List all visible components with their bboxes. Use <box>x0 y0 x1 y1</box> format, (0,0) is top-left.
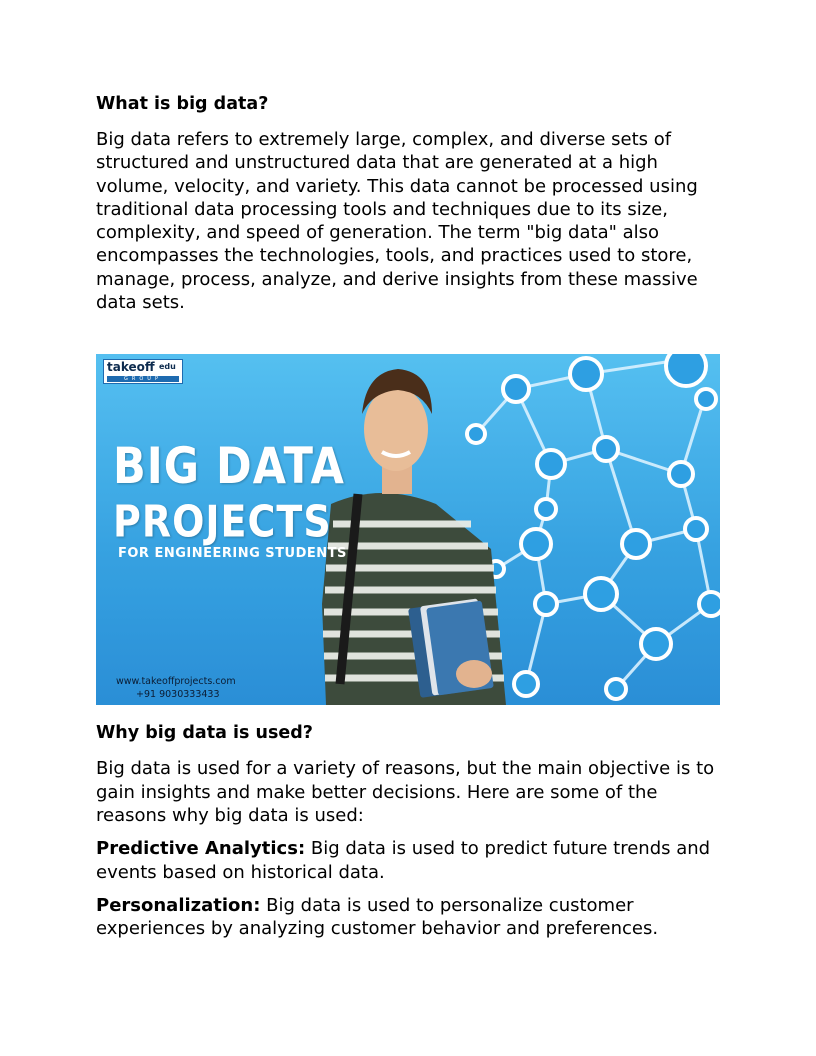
heading-why-big-data-is-used: Why big data is used? <box>96 723 313 744</box>
banner-phone: +91 9030333433 <box>136 689 220 701</box>
takeoff-edu-group-logo: takeoff edu GROUP <box>103 359 183 384</box>
term-personalization: Personalization: <box>96 894 261 916</box>
list-item-personalization <box>96 894 720 941</box>
term-predictive-analytics: Predictive Analytics: <box>96 838 306 860</box>
desc-predictive-analytics: Big data is used to predict future trends and events based on historical data. <box>96 838 711 883</box>
banner-website: www.takeoffprojects.com <box>116 676 236 688</box>
document-body <box>96 92 720 950</box>
paragraph-why-intro: Big data is used for a variety of reasons, but the main objective is to gain insights and make better decisions. Here are some of the reasons why big data is used: <box>96 758 715 826</box>
banner-title-line2: PROJECTS <box>113 496 332 547</box>
list-item-predictive-analytics <box>96 837 720 884</box>
heading-what-is-big-data: What is big data? <box>96 94 269 114</box>
paragraph-big-data-definition: Big data refers to extremely large, complex, and diverse sets of structured and unstructured data that are generated at a high volume, velocity, and variety. This data cannot be processed using traditional data processing tools and techniques due to its size, complexity, and speed of generation. The term "big data" also encompasses the technologies, tools, and practices used to store, manage, process, analyze, and derive insights from these massive data sets. <box>96 129 698 314</box>
banner-subtitle: FOR ENGINEERING STUDENTS <box>118 546 347 562</box>
banner-title-line1: BIG DATA <box>113 438 345 496</box>
big-data-projects-banner-image <box>96 354 720 705</box>
desc-personalization: Big data is used to personalize customer experiences by analyzing customer behavior and preferences. <box>96 894 659 940</box>
